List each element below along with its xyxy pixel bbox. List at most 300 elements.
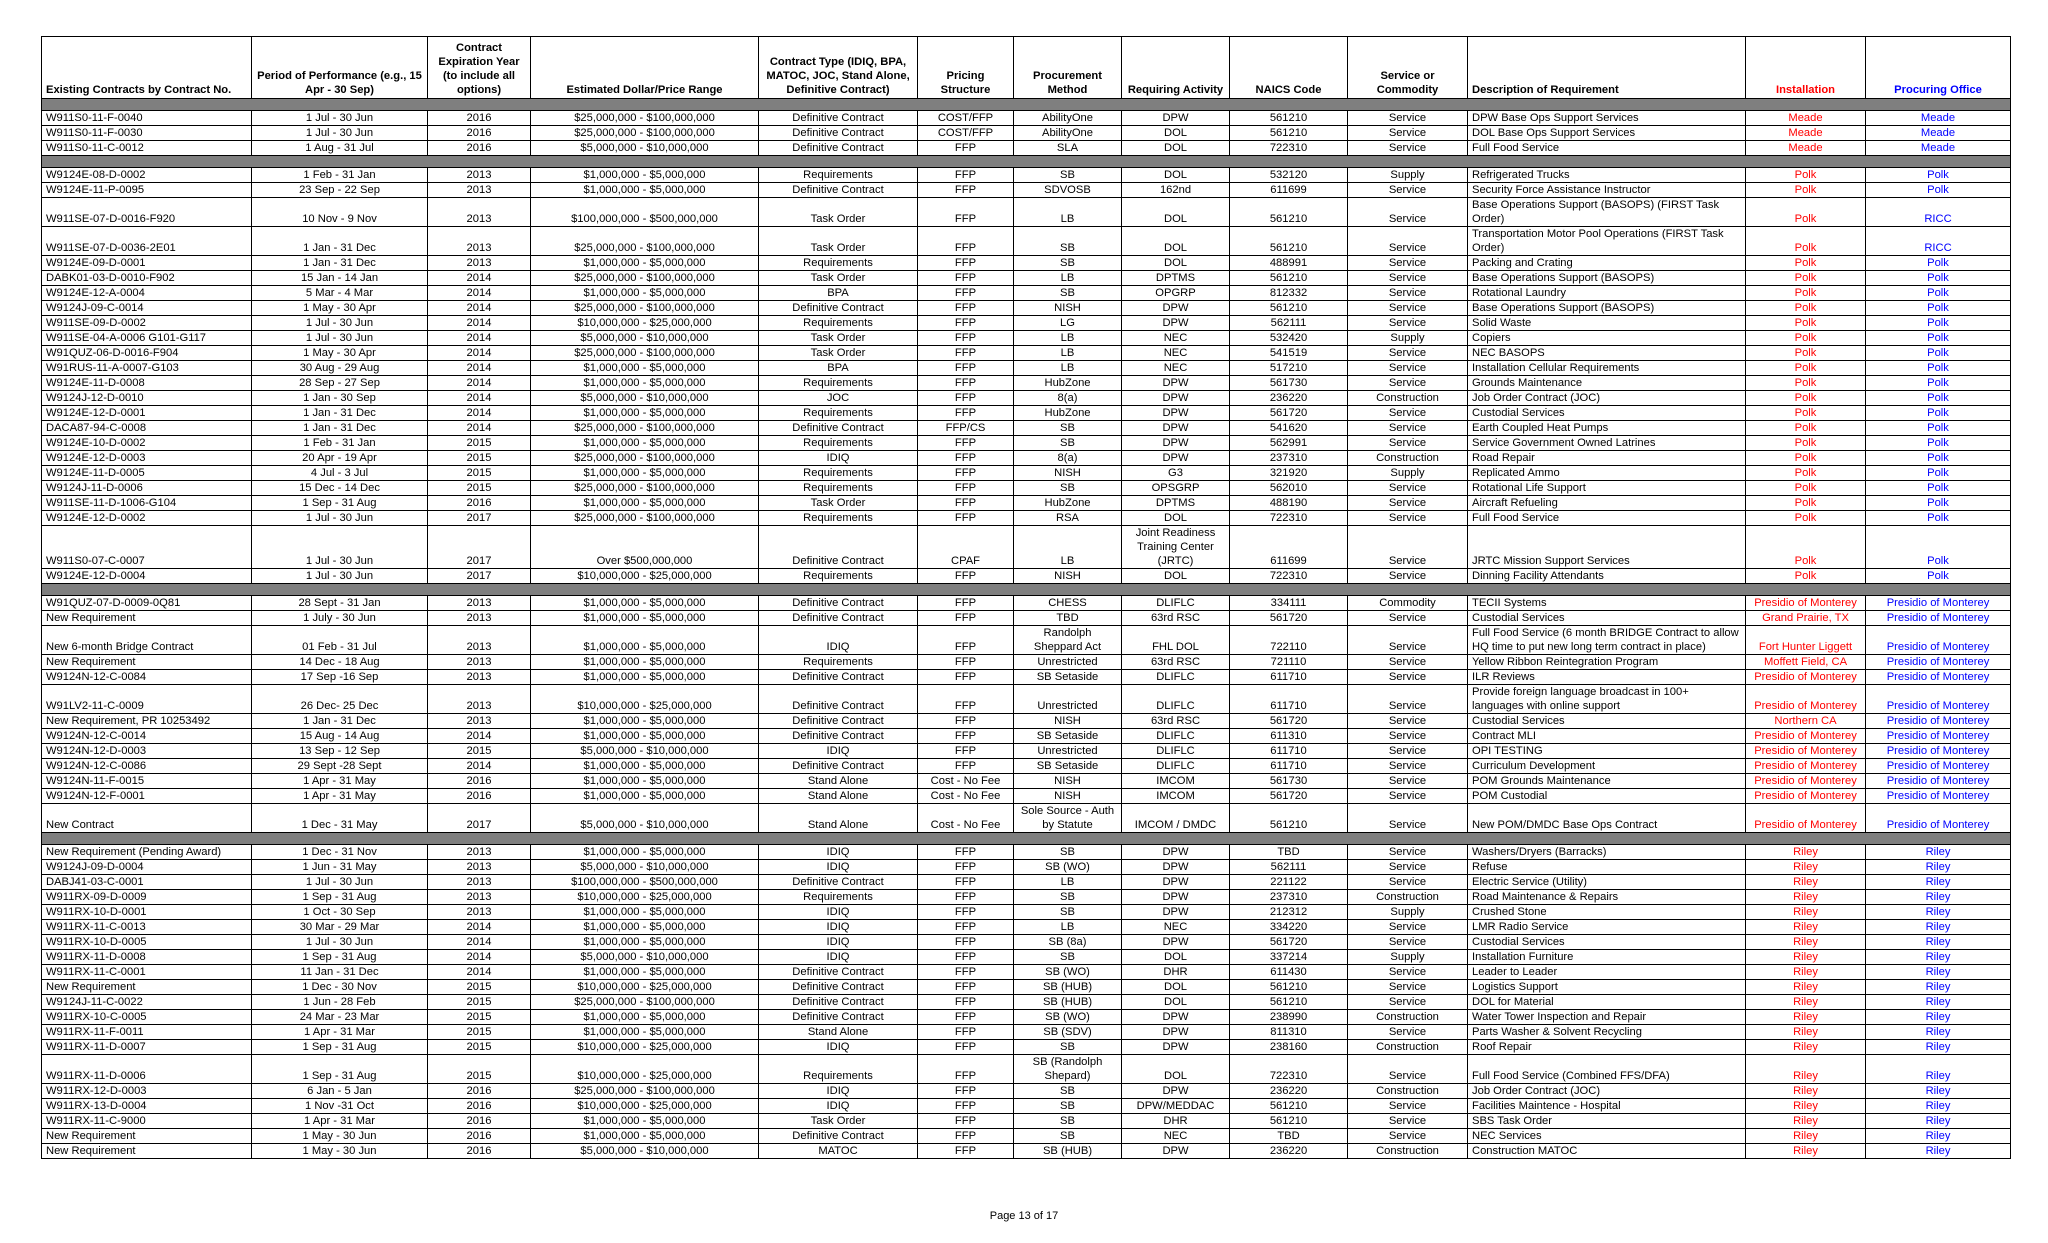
table-row	[42, 1114, 2011, 1129]
cell-expiration-year: 2014	[428, 316, 531, 331]
cell-contract-no: New Requirement, PR 10253492	[42, 714, 252, 729]
cell-service-commodity: Supply	[1348, 168, 1468, 183]
cell-pricing-structure: CPAF	[918, 526, 1014, 569]
cell-contract-no: W9124J-12-D-0010	[42, 391, 252, 406]
cell-procurement-method: LB	[1014, 920, 1122, 935]
cell-service-commodity: Service	[1348, 744, 1468, 759]
cell-procurement-method: LG	[1014, 316, 1122, 331]
cell-contract-type: Stand Alone	[759, 1025, 918, 1040]
table-row	[42, 611, 2011, 626]
cell-installation: Riley	[1746, 1144, 1866, 1159]
table-row	[42, 569, 2011, 584]
cell-contract-no: W91LV2-11-C-0009	[42, 685, 252, 714]
cell-period: 1 Jul - 30 Jun	[252, 875, 428, 890]
cell-contract-type: Definitive Contract	[759, 729, 918, 744]
cell-description: JRTC Mission Support Services	[1468, 526, 1746, 569]
cell-expiration-year: 2015	[428, 980, 531, 995]
cell-pricing-structure: FFP	[918, 845, 1014, 860]
cell-expiration-year: 2013	[428, 183, 531, 198]
cell-installation: Riley	[1746, 1129, 1866, 1144]
table-row	[42, 111, 2011, 126]
cell-description: NEC BASOPS	[1468, 346, 1746, 361]
cell-naics-code: 561720	[1230, 789, 1348, 804]
cell-description: Rotational Life Support	[1468, 481, 1746, 496]
cell-expiration-year: 2013	[428, 168, 531, 183]
cell-dollar-range: $10,000,000 - $25,000,000	[531, 1099, 759, 1114]
cell-procuring-office: Polk	[1866, 526, 2011, 569]
cell-installation: Meade	[1746, 126, 1866, 141]
cell-dollar-range: $1,000,000 - $5,000,000	[531, 406, 759, 421]
cell-naics-code: 561210	[1230, 804, 1348, 833]
cell-description: Installation Furniture	[1468, 950, 1746, 965]
cell-installation: Riley	[1746, 965, 1866, 980]
cell-description: Water Tower Inspection and Repair	[1468, 1010, 1746, 1025]
cell-requiring-activity: DPW	[1122, 436, 1230, 451]
cell-naics-code: 611310	[1230, 729, 1348, 744]
cell-installation: Riley	[1746, 905, 1866, 920]
cell-dollar-range: $25,000,000 - $100,000,000	[531, 995, 759, 1010]
table-row	[42, 376, 2011, 391]
table-row	[42, 406, 2011, 421]
cell-pricing-structure: FFP	[918, 626, 1014, 655]
cell-procuring-office: Riley	[1866, 995, 2011, 1010]
separator-bar	[42, 156, 2011, 168]
cell-period: 1 Apr - 31 May	[252, 789, 428, 804]
cell-naics-code: 321920	[1230, 466, 1348, 481]
cell-expiration-year: 2013	[428, 655, 531, 670]
cell-pricing-structure: FFP	[918, 376, 1014, 391]
cell-installation: Fort Hunter Liggett	[1746, 626, 1866, 655]
table-row	[42, 1040, 2011, 1055]
header-dollar-range: Estimated Dollar/Price Range	[531, 37, 759, 99]
cell-description: Dinning Facility Attendants	[1468, 569, 1746, 584]
cell-installation: Riley	[1746, 950, 1866, 965]
table-row	[42, 744, 2011, 759]
cell-naics-code: 561720	[1230, 714, 1348, 729]
cell-pricing-structure: FFP	[918, 496, 1014, 511]
group-separator	[42, 584, 2011, 596]
cell-procurement-method: SB	[1014, 227, 1122, 256]
cell-dollar-range: $1,000,000 - $5,000,000	[531, 845, 759, 860]
cell-procurement-method: NISH	[1014, 714, 1122, 729]
table-row	[42, 331, 2011, 346]
cell-requiring-activity: DOL	[1122, 995, 1230, 1010]
cell-pricing-structure: FFP	[918, 346, 1014, 361]
cell-period: 1 Aug - 31 Jul	[252, 141, 428, 156]
cell-contract-no: W9124E-11-D-0008	[42, 376, 252, 391]
cell-period: 26 Dec- 25 Dec	[252, 685, 428, 714]
cell-procurement-method: SB (8a)	[1014, 935, 1122, 950]
header-naics-code: NAICS Code	[1230, 37, 1348, 99]
cell-requiring-activity: 63rd RSC	[1122, 611, 1230, 626]
table-row	[42, 1025, 2011, 1040]
cell-contract-type: Requirements	[759, 466, 918, 481]
cell-contract-type: Definitive Contract	[759, 965, 918, 980]
cell-naics-code: 722310	[1230, 569, 1348, 584]
cell-dollar-range: $1,000,000 - $5,000,000	[531, 935, 759, 950]
cell-description: Logistics Support	[1468, 980, 1746, 995]
cell-procurement-method: SB	[1014, 1099, 1122, 1114]
cell-period: 1 Jul - 30 Jun	[252, 935, 428, 950]
cell-pricing-structure: FFP	[918, 481, 1014, 496]
cell-procuring-office: Polk	[1866, 361, 2011, 376]
cell-requiring-activity: NEC	[1122, 346, 1230, 361]
cell-dollar-range: $1,000,000 - $5,000,000	[531, 655, 759, 670]
cell-expiration-year: 2017	[428, 804, 531, 833]
cell-pricing-structure: FFP	[918, 860, 1014, 875]
cell-contract-type: Stand Alone	[759, 804, 918, 833]
table-row	[42, 860, 2011, 875]
cell-service-commodity: Service	[1348, 860, 1468, 875]
cell-requiring-activity: OPGRP	[1122, 286, 1230, 301]
cell-installation: Riley	[1746, 860, 1866, 875]
cell-dollar-range: $25,000,000 - $100,000,000	[531, 346, 759, 361]
cell-procuring-office: Presidio of Monterey	[1866, 714, 2011, 729]
cell-procurement-method: AbilityOne	[1014, 126, 1122, 141]
cell-period: 1 Jun - 31 May	[252, 860, 428, 875]
table-row	[42, 1099, 2011, 1114]
cell-service-commodity: Construction	[1348, 1144, 1468, 1159]
cell-dollar-range: $1,000,000 - $5,000,000	[531, 168, 759, 183]
cell-naics-code: 611710	[1230, 759, 1348, 774]
cell-expiration-year: 2016	[428, 1099, 531, 1114]
table-row	[42, 301, 2011, 316]
table-row	[42, 466, 2011, 481]
cell-procurement-method: SB (WO)	[1014, 1010, 1122, 1025]
cell-installation: Polk	[1746, 496, 1866, 511]
table-row	[42, 496, 2011, 511]
cell-requiring-activity: DHR	[1122, 965, 1230, 980]
cell-contract-no: W9124J-09-D-0004	[42, 860, 252, 875]
cell-description: Service Government Owned Latrines	[1468, 436, 1746, 451]
cell-service-commodity: Construction	[1348, 890, 1468, 905]
cell-service-commodity: Commodity	[1348, 596, 1468, 611]
cell-naics-code: 722310	[1230, 141, 1348, 156]
cell-contract-no: W911RX-11-C-0013	[42, 920, 252, 935]
separator-bar	[42, 833, 2011, 845]
cell-pricing-structure: FFP	[918, 361, 1014, 376]
cell-pricing-structure: FFP	[918, 286, 1014, 301]
cell-description: Full Food Service (Combined FFS/DFA)	[1468, 1055, 1746, 1084]
table-row	[42, 346, 2011, 361]
cell-pricing-structure: FFP	[918, 611, 1014, 626]
cell-pricing-structure: FFP	[918, 466, 1014, 481]
table-row	[42, 511, 2011, 526]
table-row	[42, 596, 2011, 611]
cell-procurement-method: Randolph Sheppard Act	[1014, 626, 1122, 655]
cell-contract-type: Definitive Contract	[759, 596, 918, 611]
cell-procuring-office: Riley	[1866, 1040, 2011, 1055]
cell-service-commodity: Service	[1348, 714, 1468, 729]
cell-description: DOL for Material	[1468, 995, 1746, 1010]
table-row	[42, 729, 2011, 744]
cell-procurement-method: SB (HUB)	[1014, 995, 1122, 1010]
cell-dollar-range: $10,000,000 - $25,000,000	[531, 685, 759, 714]
cell-naics-code: 561210	[1230, 301, 1348, 316]
cell-service-commodity: Supply	[1348, 950, 1468, 965]
header-period: Period of Performance (e.g., 15 Apr - 30 Sep)	[252, 37, 428, 99]
cell-naics-code: 532420	[1230, 331, 1348, 346]
cell-procuring-office: Riley	[1866, 980, 2011, 995]
cell-requiring-activity: DPW	[1122, 391, 1230, 406]
cell-naics-code: 561720	[1230, 406, 1348, 421]
cell-naics-code: 561720	[1230, 935, 1348, 950]
cell-requiring-activity: DLIFLC	[1122, 729, 1230, 744]
cell-procuring-office: Polk	[1866, 466, 2011, 481]
cell-naics-code: 561210	[1230, 1099, 1348, 1114]
cell-expiration-year: 2014	[428, 301, 531, 316]
cell-dollar-range: $10,000,000 - $25,000,000	[531, 1055, 759, 1084]
cell-description: Grounds Maintenance	[1468, 376, 1746, 391]
cell-naics-code: 811310	[1230, 1025, 1348, 1040]
cell-procuring-office: Riley	[1866, 1084, 2011, 1099]
cell-contract-no: W91QUZ-06-D-0016-F904	[42, 346, 252, 361]
cell-pricing-structure: FFP	[918, 436, 1014, 451]
cell-installation: Riley	[1746, 875, 1866, 890]
cell-expiration-year: 2014	[428, 406, 531, 421]
cell-period: 1 Jul - 30 Jun	[252, 331, 428, 346]
cell-naics-code: TBD	[1230, 845, 1348, 860]
header-contract-type: Contract Type (IDIQ, BPA, MATOC, JOC, Stand Alone, Definitive Contract)	[759, 37, 918, 99]
cell-period: 01 Feb - 31 Jul	[252, 626, 428, 655]
cell-naics-code: 561720	[1230, 611, 1348, 626]
cell-description: Base Operations Support (BASOPS)	[1468, 301, 1746, 316]
cell-description: Parts Washer & Solvent Recycling	[1468, 1025, 1746, 1040]
cell-procurement-method: NISH	[1014, 466, 1122, 481]
cell-period: 1 Jul - 30 Jun	[252, 569, 428, 584]
cell-requiring-activity: DLIFLC	[1122, 670, 1230, 685]
cell-pricing-structure: FFP	[918, 1144, 1014, 1159]
cell-pricing-structure: FFP	[918, 995, 1014, 1010]
table-row	[42, 481, 2011, 496]
cell-requiring-activity: DOL	[1122, 198, 1230, 227]
cell-description: SBS Task Order	[1468, 1114, 1746, 1129]
cell-period: 1 Nov -31 Oct	[252, 1099, 428, 1114]
cell-pricing-structure: Cost - No Fee	[918, 804, 1014, 833]
cell-service-commodity: Service	[1348, 611, 1468, 626]
cell-requiring-activity: DOL	[1122, 141, 1230, 156]
cell-pricing-structure: FFP/CS	[918, 421, 1014, 436]
cell-pricing-structure: FFP	[918, 655, 1014, 670]
header-procuring-office: Procuring Office	[1866, 37, 2011, 99]
cell-expiration-year: 2017	[428, 511, 531, 526]
cell-contract-no: W911RX-13-D-0004	[42, 1099, 252, 1114]
cell-requiring-activity: DPW	[1122, 935, 1230, 950]
cell-procurement-method: Unrestricted	[1014, 685, 1122, 714]
cell-naics-code: 541519	[1230, 346, 1348, 361]
cell-requiring-activity: DPW	[1122, 1040, 1230, 1055]
cell-installation: Riley	[1746, 890, 1866, 905]
cell-description: Leader to Leader	[1468, 965, 1746, 980]
table-row	[42, 256, 2011, 271]
cell-period: 1 May - 30 Jun	[252, 1144, 428, 1159]
cell-period: 1 Oct - 30 Sep	[252, 905, 428, 920]
cell-description: POM Custodial	[1468, 789, 1746, 804]
cell-procurement-method: HubZone	[1014, 406, 1122, 421]
cell-naics-code: 238990	[1230, 1010, 1348, 1025]
cell-requiring-activity: DPW	[1122, 316, 1230, 331]
cell-naics-code: 532120	[1230, 168, 1348, 183]
cell-period: 1 Sep - 31 Aug	[252, 1040, 428, 1055]
table-row	[42, 361, 2011, 376]
cell-procurement-method: SLA	[1014, 141, 1122, 156]
cell-contract-no: W911RX-10-D-0001	[42, 905, 252, 920]
cell-expiration-year: 2014	[428, 346, 531, 361]
cell-requiring-activity: DOL	[1122, 569, 1230, 584]
cell-procuring-office: Presidio of Monterey	[1866, 729, 2011, 744]
cell-contract-no: W911SE-11-D-1006-G104	[42, 496, 252, 511]
cell-contract-type: Definitive Contract	[759, 995, 918, 1010]
cell-service-commodity: Service	[1348, 1055, 1468, 1084]
cell-installation: Polk	[1746, 168, 1866, 183]
cell-period: 1 Jul - 30 Jun	[252, 511, 428, 526]
cell-procurement-method: LB	[1014, 331, 1122, 346]
cell-contract-no: New Requirement	[42, 655, 252, 670]
cell-contract-no: W911RX-11-C-0001	[42, 965, 252, 980]
header-requiring-activity: Requiring Activity	[1122, 37, 1230, 99]
cell-naics-code: 561210	[1230, 995, 1348, 1010]
cell-expiration-year: 2016	[428, 1114, 531, 1129]
cell-pricing-structure: FFP	[918, 569, 1014, 584]
cell-requiring-activity: DOL	[1122, 227, 1230, 256]
cell-pricing-structure: FFP	[918, 331, 1014, 346]
cell-period: 1 Jan - 31 Dec	[252, 421, 428, 436]
cell-installation: Polk	[1746, 346, 1866, 361]
cell-dollar-range: $5,000,000 - $10,000,000	[531, 331, 759, 346]
cell-requiring-activity: 162nd	[1122, 183, 1230, 198]
cell-period: 23 Sep - 22 Sep	[252, 183, 428, 198]
cell-contract-no: W9124E-12-D-0002	[42, 511, 252, 526]
cell-procuring-office: Riley	[1866, 1099, 2011, 1114]
cell-dollar-range: $1,000,000 - $5,000,000	[531, 905, 759, 920]
cell-contract-type: Requirements	[759, 655, 918, 670]
cell-procurement-method: LB	[1014, 875, 1122, 890]
cell-contract-no: W9124J-09-C-0014	[42, 301, 252, 316]
cell-naics-code: 561210	[1230, 271, 1348, 286]
cell-installation: Presidio of Monterey	[1746, 729, 1866, 744]
table-row	[42, 804, 2011, 833]
cell-description: Contract MLI	[1468, 729, 1746, 744]
cell-service-commodity: Service	[1348, 511, 1468, 526]
cell-period: 1 May - 30 Jun	[252, 1129, 428, 1144]
cell-period: 29 Sept -28 Sept	[252, 759, 428, 774]
cell-pricing-structure: FFP	[918, 714, 1014, 729]
cell-installation: Presidio of Monterey	[1746, 685, 1866, 714]
cell-dollar-range: $25,000,000 - $100,000,000	[531, 1084, 759, 1099]
cell-installation: Polk	[1746, 391, 1866, 406]
cell-installation: Polk	[1746, 301, 1866, 316]
cell-pricing-structure: Cost - No Fee	[918, 774, 1014, 789]
cell-pricing-structure: FFP	[918, 935, 1014, 950]
cell-procuring-office: Presidio of Monterey	[1866, 789, 2011, 804]
cell-expiration-year: 2015	[428, 436, 531, 451]
cell-description: Custodial Services	[1468, 935, 1746, 950]
cell-procurement-method: LB	[1014, 271, 1122, 286]
cell-contract-type: Definitive Contract	[759, 670, 918, 685]
cell-dollar-range: $5,000,000 - $10,000,000	[531, 1144, 759, 1159]
cell-contract-type: IDIQ	[759, 845, 918, 860]
cell-period: 15 Aug - 14 Aug	[252, 729, 428, 744]
cell-contract-type: Definitive Contract	[759, 421, 918, 436]
cell-installation: Polk	[1746, 526, 1866, 569]
cell-requiring-activity: DOL	[1122, 511, 1230, 526]
cell-contract-no: W911S0-11-C-0012	[42, 141, 252, 156]
cell-naics-code: 488190	[1230, 496, 1348, 511]
cell-expiration-year: 2014	[428, 376, 531, 391]
cell-requiring-activity: NEC	[1122, 361, 1230, 376]
cell-naics-code: 561210	[1230, 198, 1348, 227]
cell-service-commodity: Service	[1348, 655, 1468, 670]
cell-naics-code: 722310	[1230, 511, 1348, 526]
cell-pricing-structure: FFP	[918, 1129, 1014, 1144]
cell-pricing-structure: FFP	[918, 451, 1014, 466]
cell-dollar-range: $1,000,000 - $5,000,000	[531, 1025, 759, 1040]
cell-pricing-structure: FFP	[918, 183, 1014, 198]
cell-procuring-office: Riley	[1866, 905, 2011, 920]
cell-naics-code: 221122	[1230, 875, 1348, 890]
cell-procuring-office: Riley	[1866, 935, 2011, 950]
cell-requiring-activity: DPW	[1122, 111, 1230, 126]
cell-contract-no: New 6-month Bridge Contract	[42, 626, 252, 655]
cell-expiration-year: 2015	[428, 1040, 531, 1055]
cell-description: Solid Waste	[1468, 316, 1746, 331]
cell-procurement-method: SB (WO)	[1014, 965, 1122, 980]
cell-pricing-structure: FFP	[918, 168, 1014, 183]
cell-description: DOL Base Ops Support Services	[1468, 126, 1746, 141]
cell-procuring-office: Polk	[1866, 406, 2011, 421]
cell-expiration-year: 2016	[428, 126, 531, 141]
cell-expiration-year: 2013	[428, 198, 531, 227]
cell-dollar-range: $1,000,000 - $5,000,000	[531, 466, 759, 481]
table-row	[42, 995, 2011, 1010]
cell-installation: Meade	[1746, 111, 1866, 126]
cell-contract-type: Definitive Contract	[759, 111, 918, 126]
cell-contract-type: Definitive Contract	[759, 126, 918, 141]
cell-pricing-structure: FFP	[918, 141, 1014, 156]
cell-procuring-office: Meade	[1866, 126, 2011, 141]
cell-procurement-method: SB	[1014, 1084, 1122, 1099]
cell-contract-type: Definitive Contract	[759, 685, 918, 714]
table-row	[42, 714, 2011, 729]
cell-expiration-year: 2014	[428, 286, 531, 301]
cell-description: Base Operations Support (BASOPS)	[1468, 271, 1746, 286]
cell-naics-code: 722310	[1230, 1055, 1348, 1084]
cell-naics-code: 488991	[1230, 256, 1348, 271]
header-service-commodity: Service or Commodity	[1348, 37, 1468, 99]
cell-procurement-method: SB Setaside	[1014, 729, 1122, 744]
cell-contract-type: Task Order	[759, 496, 918, 511]
cell-procuring-office: Riley	[1866, 1010, 2011, 1025]
cell-procurement-method: Sole Source - Auth by Statute	[1014, 804, 1122, 833]
table-row	[42, 526, 2011, 569]
cell-requiring-activity: DPW	[1122, 406, 1230, 421]
cell-description: LMR Radio Service	[1468, 920, 1746, 935]
cell-service-commodity: Service	[1348, 406, 1468, 421]
cell-pricing-structure: FFP	[918, 1010, 1014, 1025]
cell-procuring-office: Riley	[1866, 1144, 2011, 1159]
cell-service-commodity: Construction	[1348, 451, 1468, 466]
cell-procuring-office: Polk	[1866, 569, 2011, 584]
cell-installation: Grand Prairie, TX	[1746, 611, 1866, 626]
cell-service-commodity: Construction	[1348, 1010, 1468, 1025]
cell-installation: Presidio of Monterey	[1746, 789, 1866, 804]
cell-contract-type: Task Order	[759, 346, 918, 361]
cell-contract-no: W911S0-11-F-0030	[42, 126, 252, 141]
cell-requiring-activity: DPW	[1122, 376, 1230, 391]
cell-description: Curriculum Development	[1468, 759, 1746, 774]
cell-service-commodity: Service	[1348, 361, 1468, 376]
cell-procuring-office: Polk	[1866, 421, 2011, 436]
